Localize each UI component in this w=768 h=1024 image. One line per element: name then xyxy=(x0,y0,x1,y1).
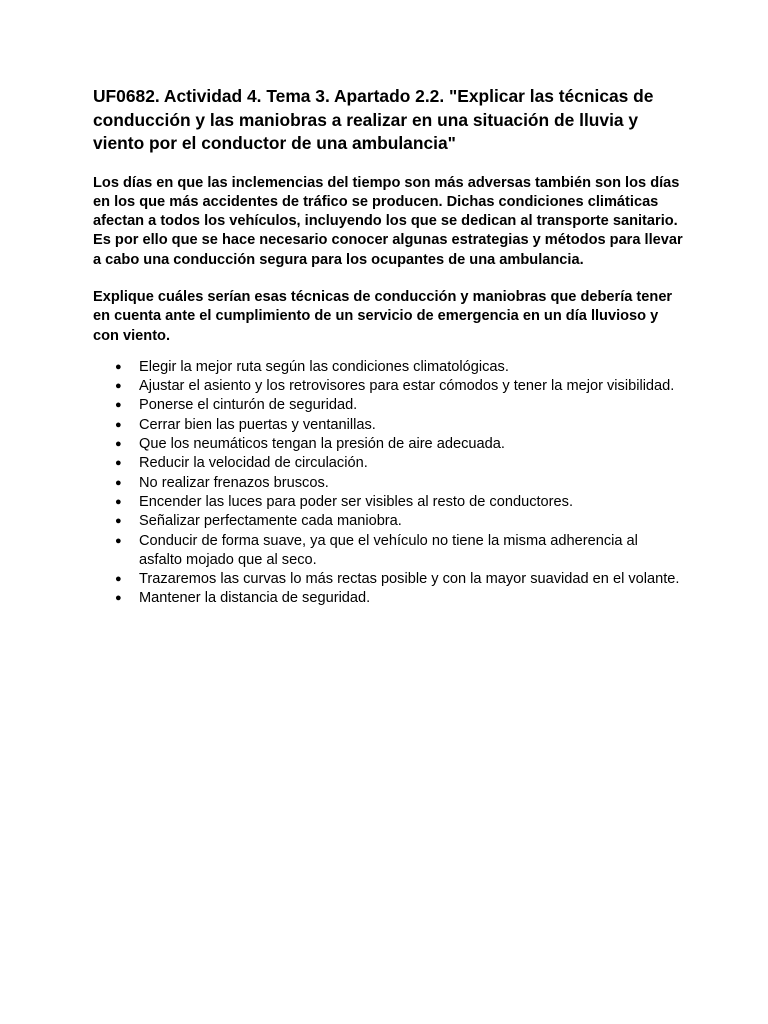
intro-paragraph: Los días en que las inclemencias del tiempo son más adversas también son los días en los que más accidentes de tráfico se producen. Dichas condiciones climáticas afectan a todos los vehículos, incluyendo los que se dedican al transporte sanitario. Es por ello que se hace necesario conocer algunas estrategias y métodos para llevar a cabo una conducción segura para los ocupantes de una ambulancia. xyxy=(93,174,683,268)
list-item xyxy=(93,493,683,512)
bullet-icon: ● xyxy=(115,495,122,508)
list-item-text: Señalizar perfectamente cada maniobra. xyxy=(139,513,402,530)
bullet-icon: ● xyxy=(115,457,122,470)
list-item xyxy=(93,589,683,608)
document-content xyxy=(93,85,683,609)
list-item-text: Cerrar bien las puertas y ventanillas. xyxy=(139,416,376,433)
list-item xyxy=(93,396,683,415)
list-item-text: Trazaremos las curvas lo más rectas posible y con la mayor suavidad en el volante. xyxy=(139,571,680,588)
list-item-text: Que los neumáticos tengan la presión de aire adecuada. xyxy=(139,436,505,453)
list-item xyxy=(93,358,683,377)
list-item-text: Encender las luces para poder ser visibles al resto de conductores. xyxy=(139,493,573,510)
list-item xyxy=(93,474,683,493)
question-paragraph: Explique cuáles serían esas técnicas de conducción y maniobras que debería tener en cuenta ante el cumplimiento de un servicio de emergencia en un día lluvioso y con viento. xyxy=(93,288,673,344)
bullet-icon: ● xyxy=(115,534,122,547)
bullet-icon: ● xyxy=(115,360,122,373)
bullet-icon: ● xyxy=(115,438,122,451)
list-item xyxy=(93,435,683,454)
bullet-icon: ● xyxy=(115,380,122,393)
list-item-text: No realizar frenazos bruscos. xyxy=(139,474,329,491)
bullet-icon: ● xyxy=(115,573,122,586)
bullet-icon: ● xyxy=(115,418,122,431)
list-item-text: Conducir de forma suave, ya que el vehículo no tiene la misma adherencia al asfalto mojado que al seco. xyxy=(139,532,638,568)
bullet-icon: ● xyxy=(115,515,122,528)
list-item-text: Reducir la velocidad de circulación. xyxy=(139,455,368,472)
bullet-icon: ● xyxy=(115,592,122,605)
list-item xyxy=(93,416,683,435)
document-title: UF0682. Actividad 4. Tema 3. Apartado 2.2. "Explicar las técnicas de conducción y las maniobras a realizar en una situación de lluvia y viento por el conductor de una ambulancia" xyxy=(93,86,654,153)
bullet-icon: ● xyxy=(115,399,122,412)
techniques-list xyxy=(93,358,683,609)
list-item xyxy=(93,454,683,473)
bullet-icon: ● xyxy=(115,476,122,489)
list-item xyxy=(93,532,683,571)
list-item xyxy=(93,570,683,589)
list-item xyxy=(93,377,683,396)
list-item-text: Ajustar el asiento y los retrovisores para estar cómodos y tener la mejor visibilidad. xyxy=(139,378,675,395)
list-item-text: Elegir la mejor ruta según las condiciones climatológicas. xyxy=(139,358,509,375)
list-item xyxy=(93,512,683,531)
list-item-text: Ponerse el cinturón de seguridad. xyxy=(139,397,358,414)
list-item-text: Mantener la distancia de seguridad. xyxy=(139,590,371,607)
